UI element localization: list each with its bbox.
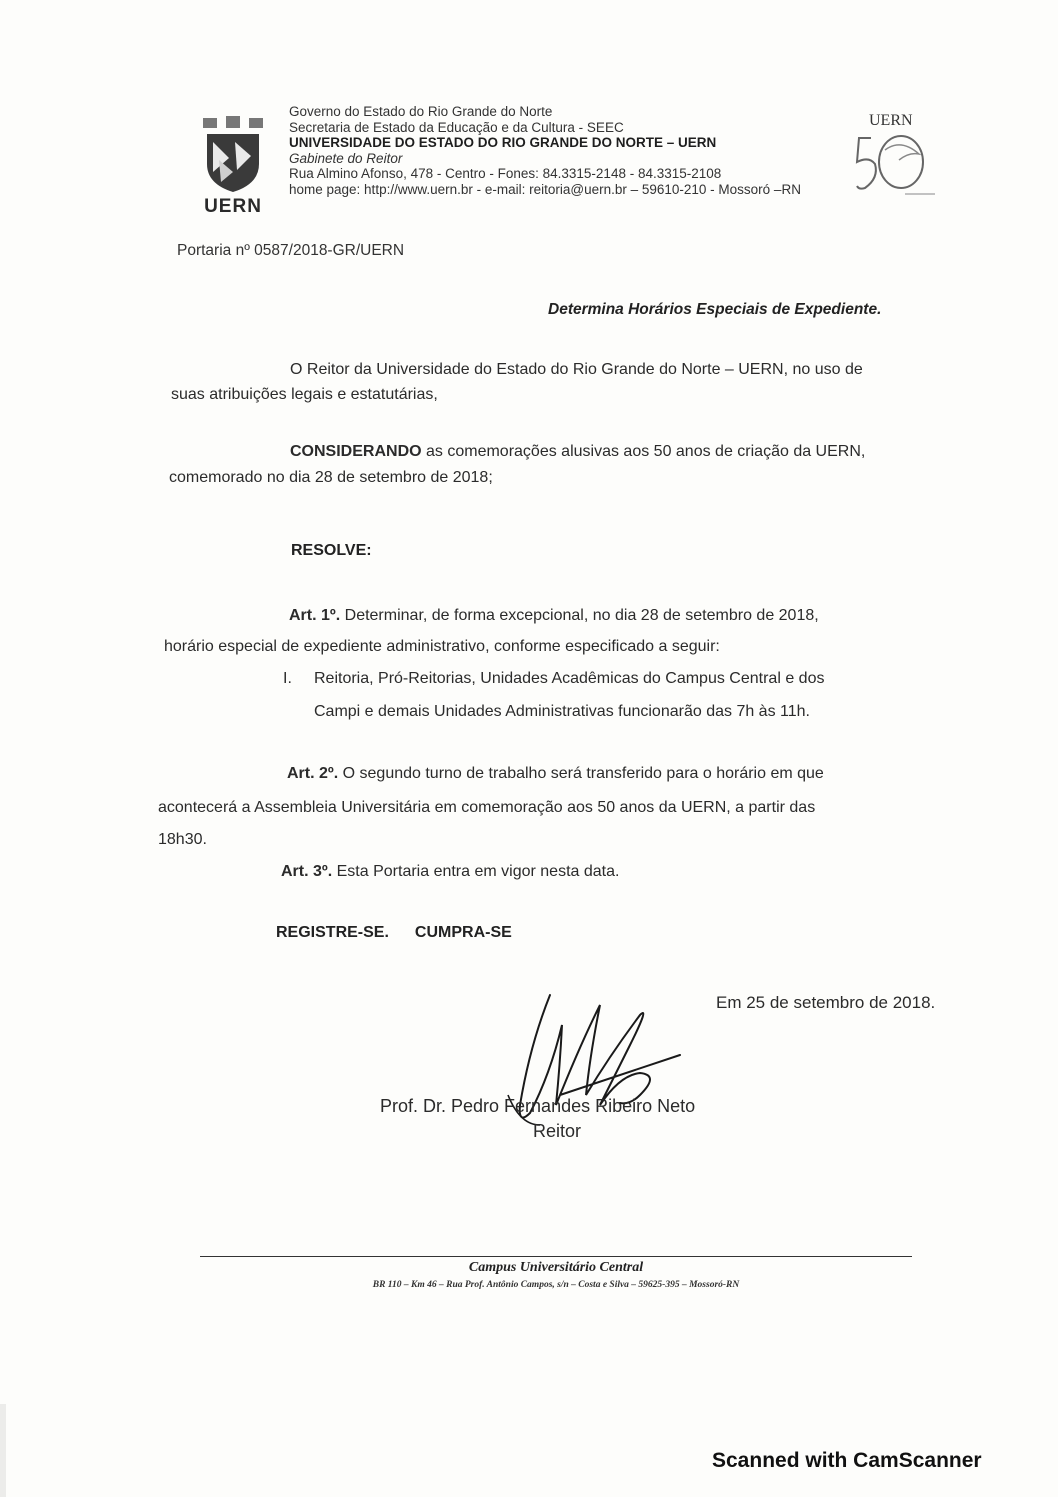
article-1-text: Determinar, de forma excepcional, no dia 28 de setembro de 2018,: [340, 607, 819, 624]
footer-divider: [200, 1256, 912, 1257]
closing-formula: [276, 924, 512, 942]
article-2-line-3: 18h30.: [158, 831, 207, 848]
letterhead: [289, 104, 801, 197]
article-2-text: O segundo turno de trabalho será transferido para o horário em que: [338, 765, 824, 782]
portaria-summary: Determina Horários Especiais de Expediente.: [548, 301, 882, 318]
item-1-line-2: Campi e demais Unidades Administrativas funcionarão das 7h às 11h.: [314, 703, 810, 720]
preamble-line-2: suas atribuições legais e estatutárias,: [171, 386, 438, 403]
letterhead-contact: home page: http://www.uern.br - e-mail: reitoria@uern.br – 59610-210 - Mossoró –RN: [289, 181, 801, 197]
camscanner-watermark: Scanned with CamScanner: [712, 1449, 982, 1472]
anniversary-50-icon: [855, 130, 945, 202]
registre-se: REGISTRE-SE.: [276, 924, 389, 941]
article-3-label: Art. 3º.: [281, 863, 333, 880]
article-2-line-2: acontecerá a Assembleia Universitária em comemoração aos 50 anos da UERN, a partir das: [158, 799, 816, 816]
document-date: Em 25 de setembro de 2018.: [716, 993, 936, 1012]
considerando-line-2: comemorado no dia 28 de setembro de 2018;: [169, 469, 493, 486]
article-2-label: Art. 2º.: [287, 765, 339, 782]
signer-name: Prof. Dr. Pedro Fernandes Ribeiro Neto: [380, 1096, 696, 1116]
footer-campus: Campus Universitário Central: [468, 1260, 644, 1275]
item-1-marker: I.: [283, 670, 292, 687]
resolve-heading: RESOLVE:: [291, 542, 372, 559]
article-1-line-2: horário especial de expediente administrativo, conforme especificado a seguir:: [164, 638, 720, 655]
article-3: [281, 856, 619, 888]
crest-label: UERN: [204, 196, 262, 217]
uern-50-anniversary-logo: [855, 112, 945, 202]
letterhead-secretariat: Secretaria de Estado da Educação e da Cultura - SEEC: [289, 119, 624, 135]
item-1-line-1: Reitoria, Pró-Reitorias, Unidades Acadêmicas do Campus Central e dos: [314, 670, 825, 687]
article-1-line-1: [289, 600, 819, 632]
footer-address: BR 110 – Km 46 – Rua Prof. Antônio Campos, s/n – Costa e Silva – 59625-395 – Mossoró-RN: [372, 1280, 740, 1290]
considerando-label: CONSIDERANDO: [290, 443, 422, 460]
preamble-line-1: O Reitor da Universidade do Estado do Rio Grande do Norte – UERN, no uso de: [290, 361, 863, 378]
anniversary-logo-label: UERN: [869, 112, 913, 129]
cumpra-se: CUMPRA-SE: [414, 924, 512, 941]
handwritten-signature: [490, 985, 690, 1175]
crest-icon: [193, 112, 273, 196]
signer-role: Reitor: [533, 1121, 582, 1141]
letterhead-government: Governo do Estado do Rio Grande do Norte: [289, 104, 553, 119]
article-1-label: Art. 1º.: [289, 607, 341, 624]
portaria-number: Portaria nº 0587/2018-GR/UERN: [177, 242, 405, 259]
letterhead-university: UNIVERSIDADE DO ESTADO DO RIO GRANDE DO NORTE – UERN: [289, 135, 717, 150]
article-3-text: Esta Portaria entra em vigor nesta data.: [332, 863, 620, 880]
article-2-line-1: [287, 758, 824, 790]
letterhead-address: Rua Almino Afonso, 478 - Centro - Fones: 84.3315-2148 - 84.3315-2108: [289, 166, 722, 181]
uern-crest-logo: [193, 112, 273, 218]
page-edge-shadow: [0, 1404, 6, 1497]
letterhead-office: Gabinete do Reitor: [289, 150, 403, 166]
considerando-text: as comemorações alusivas aos 50 anos de criação da UERN,: [421, 443, 866, 460]
